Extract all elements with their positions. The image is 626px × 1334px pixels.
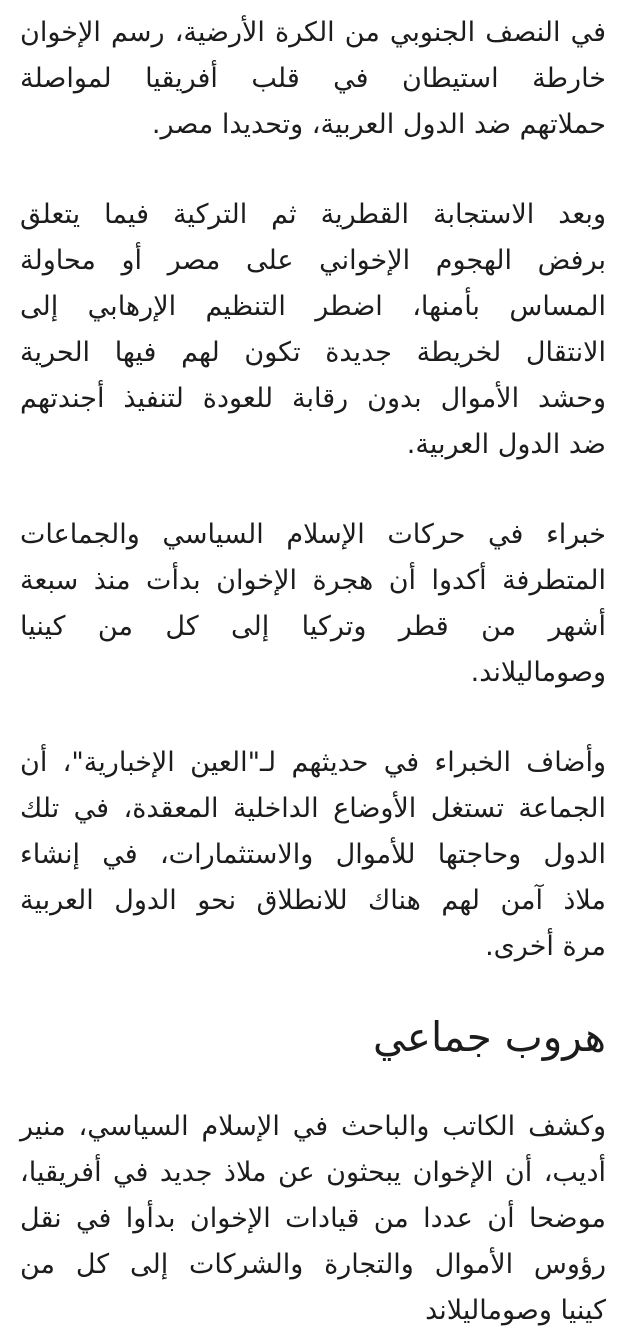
text-line: المتطرفة أكدوا أن هجرة الإخوان بدأت منذ سبعة (20, 565, 606, 596)
text-line: رؤوس الأموال والتجارة والشركات إلى كل من (20, 1249, 606, 1280)
text-line: أديب، أن الإخوان يبحثون عن ملاذ جديد في أفريقيا، (20, 1157, 606, 1188)
text-line: موضحا أن عددا من قيادات الإخوان بدأوا في نقل (20, 1203, 606, 1234)
text-line: ملاذ آمن لهم هناك للانطلاق نحو الدول العربية (20, 885, 606, 916)
text-line: وكشف الكاتب والباحث في الإسلام السياسي، منير (20, 1111, 606, 1142)
text-line: خبراء في حركات الإسلام السياسي والجماعات (20, 519, 606, 550)
text-line: خارطة استيطان في قلب أفريقيا لمواصلة (20, 63, 606, 94)
text-line: أشهر من قطر وتركيا إلى كل من كينيا (20, 611, 606, 642)
text-line: مرة أخرى. (485, 931, 606, 962)
text-line: ضد الدول العربية. (406, 429, 606, 460)
text-line: الانتقال لخريطة جديدة تكون لهم فيها الحرية (20, 337, 606, 368)
paragraph-experts-statement (20, 740, 606, 970)
text-line: برفض الهجوم الإخواني على مصر أو محاولة (20, 245, 606, 276)
text-line: كينيا وصوماليلاند (425, 1295, 606, 1326)
text-line: الدول وحاجتها للأموال والاستثمارات، في إنشاء (20, 839, 606, 870)
text-line: وحشد الأموال بدون رقابة للعودة لتنفيذ أجندتهم (20, 383, 606, 414)
section-heading: هروب جماعي (373, 1013, 606, 1061)
text-line: الجماعة تستغل الأوضاع الداخلية المعقدة، في تلك (20, 793, 606, 824)
text-line: وبعد الاستجابة القطرية ثم التركية فيما يتعلق (20, 199, 606, 230)
text-line: وصوماليلاند. (470, 657, 606, 688)
paragraph-researcher-revealed (20, 1104, 606, 1334)
text-line: في النصف الجنوبي من الكرة الأرضية، رسم الإخوان (20, 17, 606, 48)
paragraph-southern-hemisphere (20, 10, 606, 148)
text-line: وأضاف الخبراء في حديثهم لـ"العين الإخبارية"، أن (20, 747, 606, 778)
paragraph-experts-migration (20, 512, 606, 696)
paragraph-qatar-turkey-response (20, 192, 606, 468)
text-line: حملاتهم ضد الدول العربية، وتحديدا مصر. (151, 109, 606, 140)
text-line: المساس بأمنها، اضطر التنظيم الإرهابي إلى (20, 291, 606, 322)
